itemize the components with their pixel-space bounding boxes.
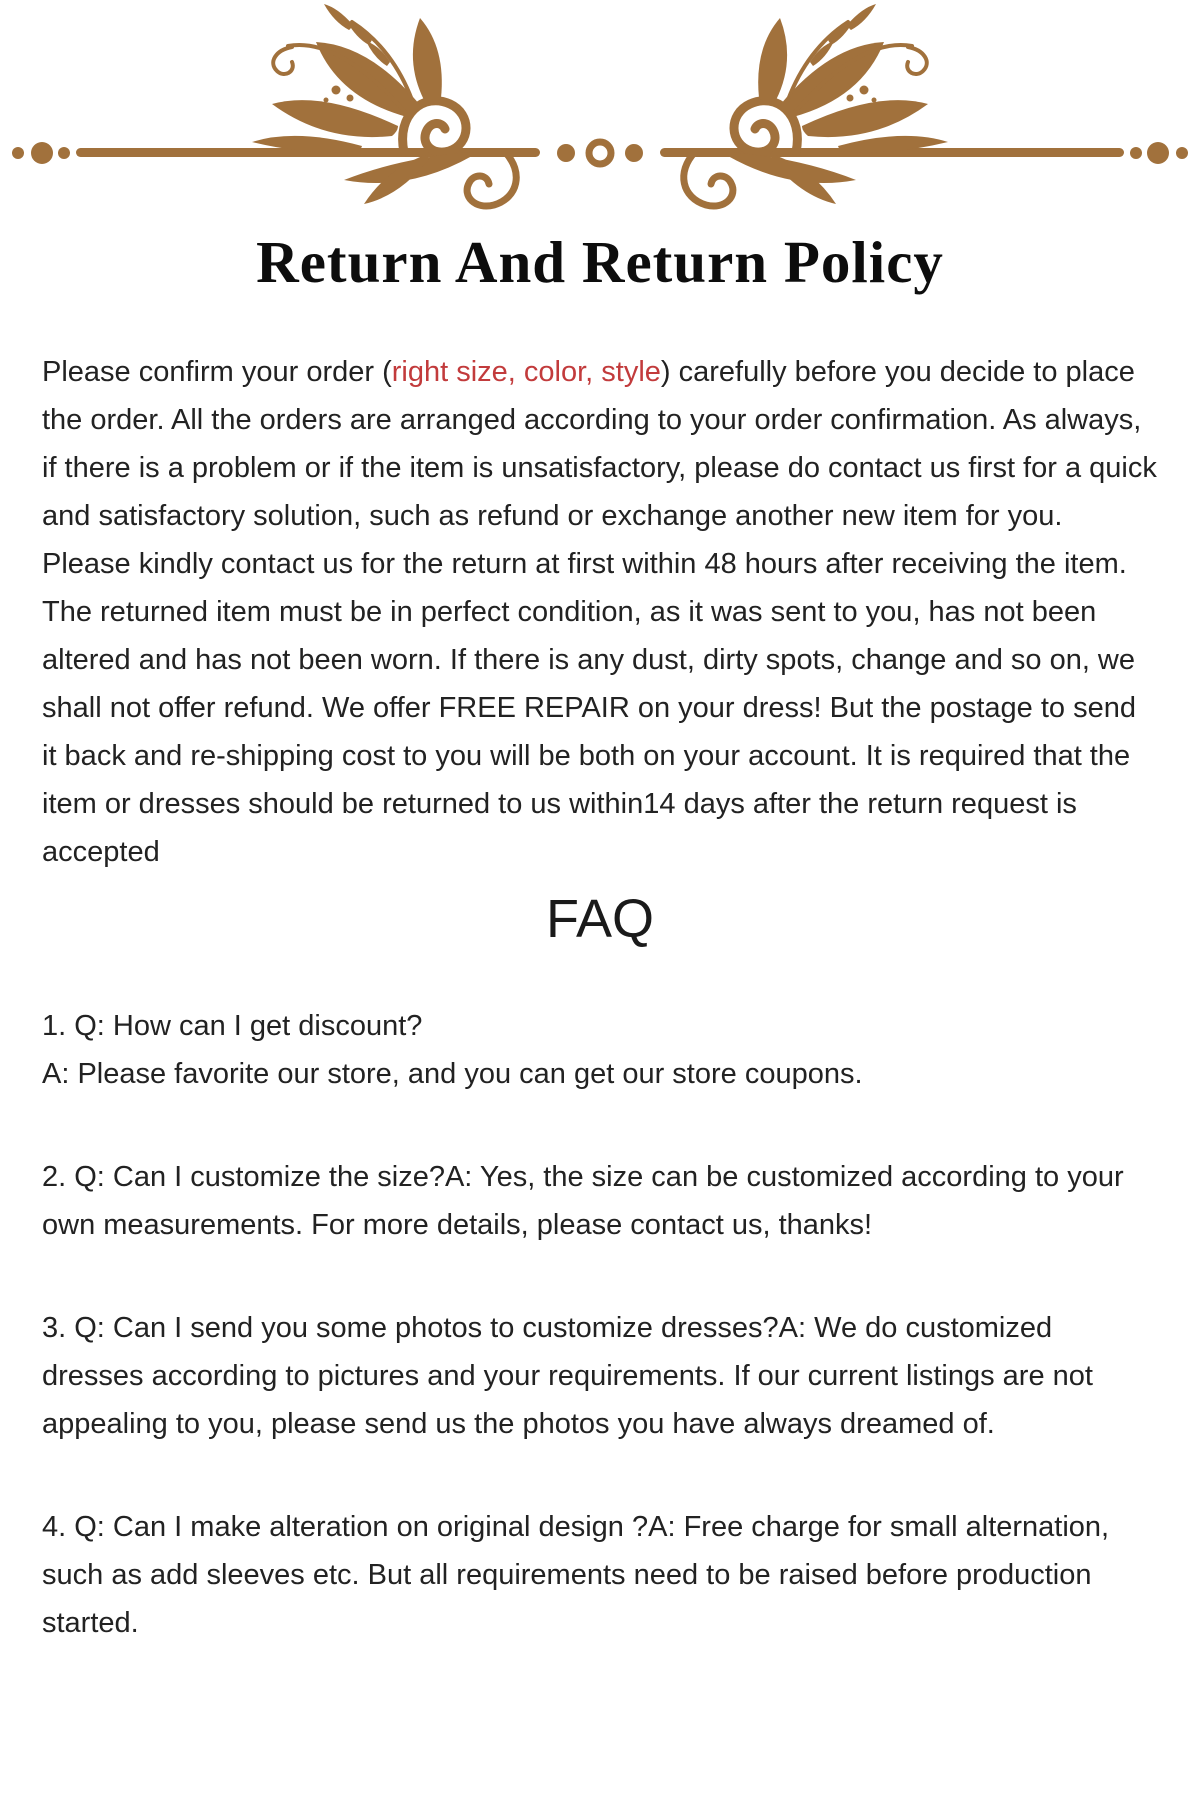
faq-heading: FAQ (545, 889, 655, 949)
faq-question: 4. Q: Can I make alteration on original design ?A: Free charge for small alternation, such as add sleeves etc. But all requirements need to be raised before production started. (42, 1511, 1110, 1639)
policy-section (42, 348, 1158, 876)
highlighted-text: right size, color, style (391, 356, 661, 388)
policy-paragraph-order (42, 348, 1158, 588)
faq-question: 1. Q: How can I get discount? (42, 1010, 423, 1042)
faq-item (42, 1002, 1158, 1098)
faq-question: 3. Q: Can I send you some photos to customize dresses?A: We do customized dresses according to pictures and your requirements. If our current listings are not appealing to you, please send us the photos you have always dreamed of. (42, 1312, 1093, 1440)
faq-answer: A: Please favorite our store, and you can get our store coupons. (42, 1058, 863, 1090)
faq-item (42, 1304, 1158, 1448)
policy-paragraph-return: The returned item must be in perfect condition, as it was sent to you, has not been altered and has not been worn. If there is any dust, dirty spots, change and so on, we shall not offer refund. We offer FREE REPAIR on your dress! But the postage to send it back and re-shipping cost to you will be both on your account. It is required that the item or dresses should be returned to us within14 days after the return request is accepted (42, 596, 1136, 868)
floral-divider-icon (0, 0, 1200, 220)
policy-text-segment: ) carefully before you decide to place the order. All the orders are arranged according to your order confirmation. As always, if there is a problem or if the item is unsatisfactory, please do contact us first for a quick and satisfactory solution, such as refund or exchange another new item for you. Please kindly contact us for the return at first within 48 hours after receiving the item. (42, 356, 1157, 580)
faq-question: 2. Q: Can I customize the size?A: Yes, the size can be customized according to your own measurements. For more details, please contact us, thanks! (42, 1161, 1124, 1241)
policy-text-segment: Please confirm your order ( (42, 356, 392, 388)
page-title: Return And Return Policy (256, 229, 944, 295)
faq-item (42, 1503, 1158, 1647)
faq-section (42, 1002, 1158, 1647)
faq-item (42, 1153, 1158, 1249)
